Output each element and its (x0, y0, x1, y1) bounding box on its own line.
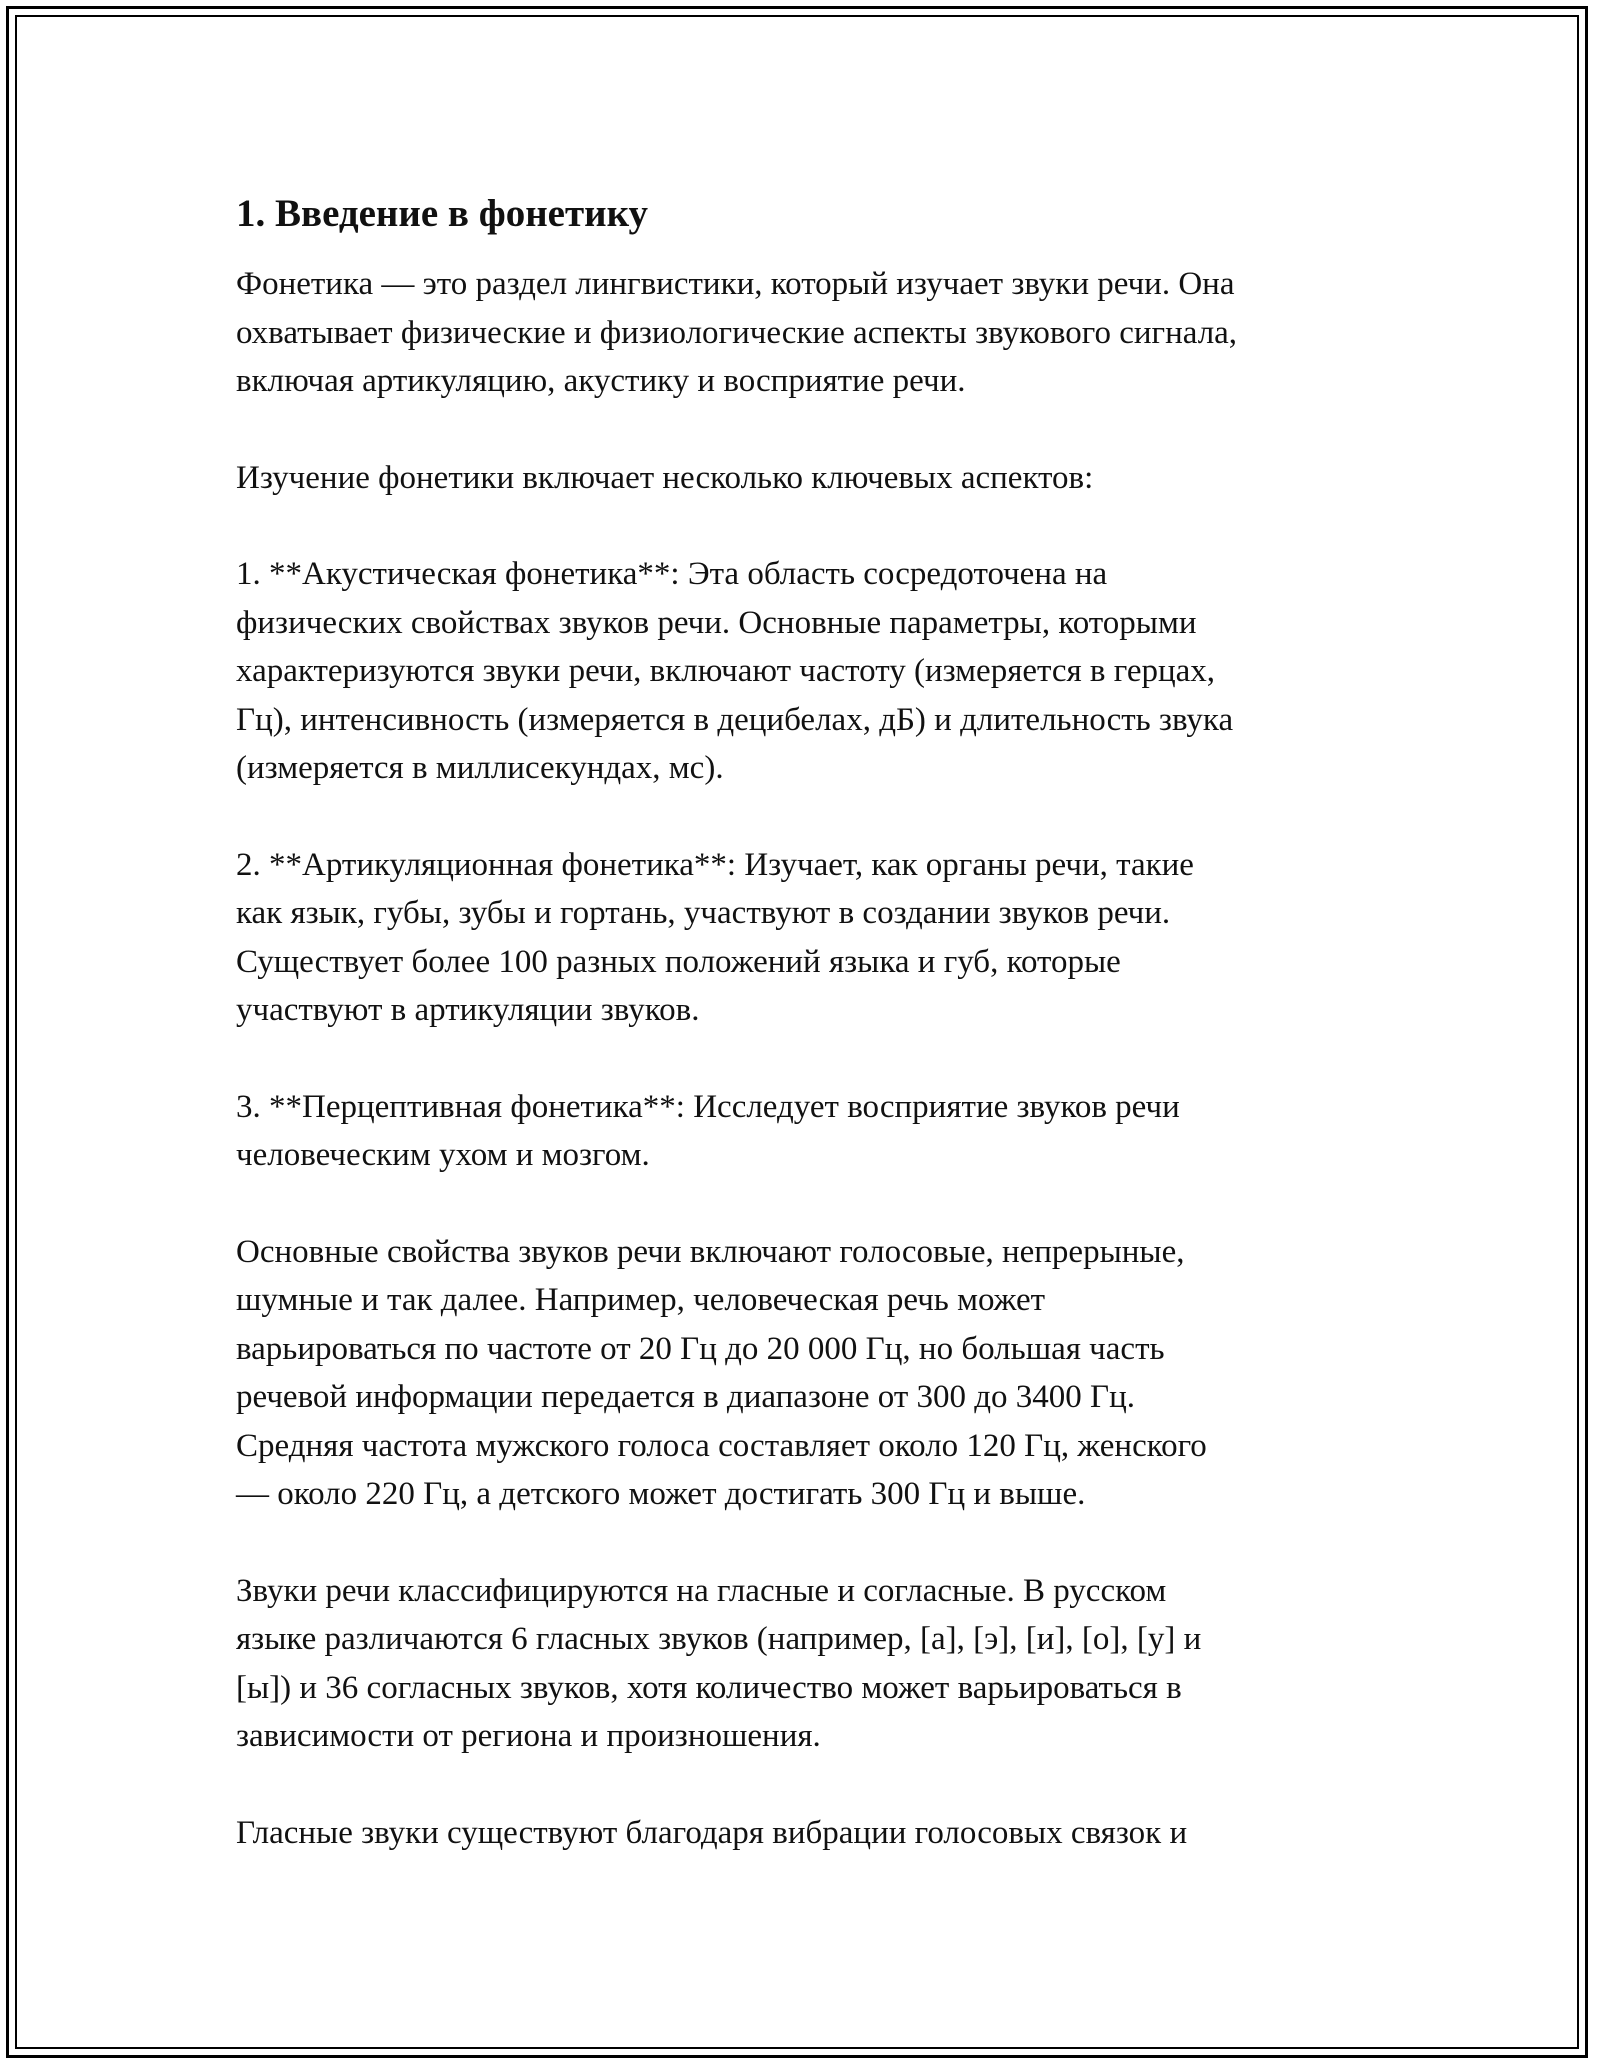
text-line: языке различаются 6 гласных звуков (например, [а], [э], [и], [о], [у] и (236, 1621, 1202, 1657)
text-line: Гц), интенсивность (измеряется в децибелах, дБ) и длительность звука (236, 701, 1234, 738)
text-line: зависимости от региона и произношения. (236, 1718, 821, 1754)
text-line: Фонетика — это раздел лингвистики, который изучает звуки речи. Она (236, 266, 1235, 302)
text-line: человеческим ухом и мозгом. (236, 1137, 650, 1173)
paragraph-sound-classification (236, 1567, 1376, 1761)
text-line: включая артикуляцию, акустику и восприятие речи. (236, 363, 966, 399)
text-line: как язык, губы, зубы и гортань, участвуют в создании звуков речи. (236, 895, 1171, 931)
paragraph-articulatory-phonetics (236, 841, 1376, 1035)
text-line: 1. **Акустическая фонетика**: Эта область сосредоточена на (236, 556, 1108, 592)
text-line: Основные свойства звуков речи включают голосовые, непрерыные, (236, 1233, 1185, 1270)
text-line: Существует более 100 разных положений языка и губ, которые (236, 943, 1121, 980)
section-heading: 1. Введение в фонетику (236, 192, 649, 235)
text-line: [ы]) и 36 согласных звуков, хотя количество может варьироваться в (236, 1669, 1182, 1706)
text-line: (измеряется в миллисекундах, мс). (236, 750, 724, 786)
text-line: шумные и так далее. Например, человеческая речь может (236, 1282, 1046, 1318)
text-line: Изучение фонетики включает несколько ключевых аспектов: (236, 459, 1094, 496)
text-line: физических свойствах звуков речи. Основные параметры, которыми (236, 604, 1197, 641)
text-line: 3. **Перцептивная фонетика**: Исследует восприятие звуков речи (236, 1088, 1180, 1125)
text-line: охватывает физические и физиологические аспекты звукового сигнала, (236, 314, 1238, 351)
paragraph-perceptual-phonetics (236, 1083, 1376, 1180)
text-line: варьироваться по частоте от 20 Гц до 20 000 Гц, но большая часть (236, 1330, 1165, 1367)
text-line: 2. **Артикуляционная фонетика**: Изучает, как органы речи, такие (236, 846, 1194, 883)
text-line: характеризуются звуки речи, включают частоту (измеряется в герцах, (236, 653, 1216, 689)
document-body (236, 186, 1376, 1905)
text-line: Гласные звуки существуют благодаря вибрации голосовых связок и (236, 1814, 1188, 1851)
text-line: речевой информации передается в диапазоне от 300 до 3400 Гц. (236, 1379, 1136, 1415)
text-line: Средняя частота мужского голоса составляет около 120 Гц, женского (236, 1427, 1207, 1464)
text-line: — около 220 Гц, а детского может достигать 300 Гц и выше. (236, 1476, 1086, 1512)
text-line: участвуют в артикуляции звуков. (236, 992, 700, 1028)
paragraph-vowels (236, 1809, 1376, 1858)
text-line: Звуки речи классифицируются на гласные и согласные. В русском (236, 1572, 1167, 1609)
paragraph-aspects-intro (236, 454, 1376, 503)
paragraph-speech-properties (236, 1228, 1376, 1519)
paragraph-acoustic-phonetics (236, 550, 1376, 793)
paragraph-intro (236, 260, 1376, 406)
